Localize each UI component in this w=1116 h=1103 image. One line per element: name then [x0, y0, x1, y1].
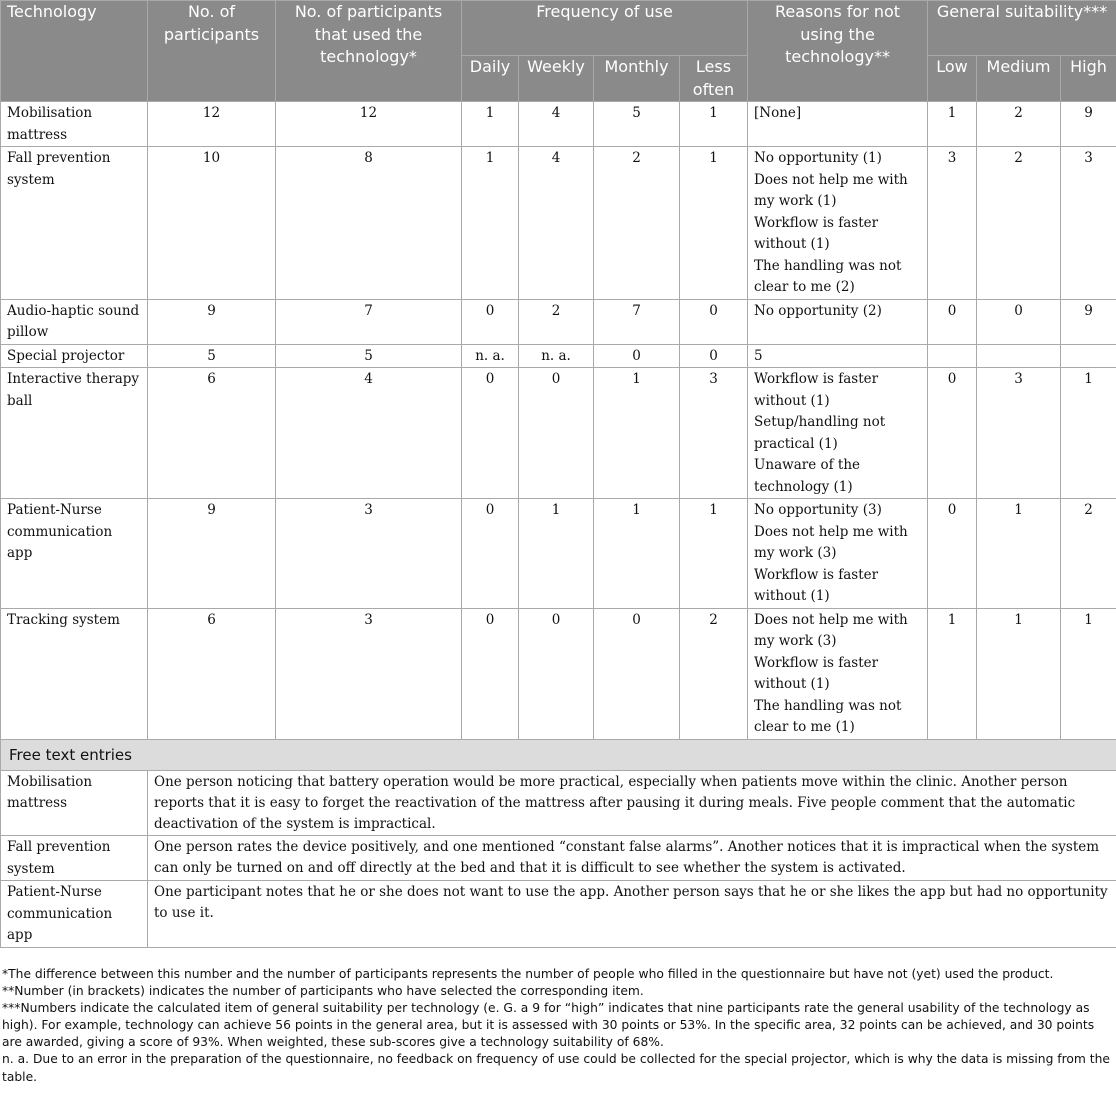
cell-reasons — [748, 368, 928, 499]
cell-low: 1 — [928, 102, 977, 147]
cell-daily: 0 — [462, 608, 519, 739]
cell-technology: Interactive therapy ball — [1, 368, 148, 499]
cell-daily: 0 — [462, 499, 519, 609]
cell-participants: 12 — [148, 102, 276, 147]
cell-medium: 1 — [977, 499, 1061, 609]
cell-high: 1 — [1061, 368, 1116, 499]
header-medium: Medium — [977, 56, 1061, 102]
cell-participants: 9 — [148, 299, 276, 344]
cell-reasons — [748, 608, 928, 739]
cell-used: 5 — [276, 344, 462, 368]
cell-daily: 1 — [462, 102, 519, 147]
cell-used: 12 — [276, 102, 462, 147]
reason-item: Workflow is faster without (1) — [754, 214, 879, 252]
table-row — [1, 102, 1116, 147]
cell-less-often: 1 — [680, 102, 748, 147]
reason-item: No opportunity (3) — [754, 502, 882, 518]
table-row — [1, 499, 1116, 609]
header-reasons: Reasons for not using the technology** — [748, 1, 928, 102]
cell-high: 1 — [1061, 608, 1116, 739]
footnote: n. a. Due to an error in the preparation of the questionnaire, no feedback on frequency of use could be collected for the special projector, which is why the data is missing from the table. — [2, 1052, 1110, 1084]
cell-high: 3 — [1061, 147, 1116, 300]
cell-participants: 5 — [148, 344, 276, 368]
cell-less-often: 2 — [680, 608, 748, 739]
header-participants: No. of participants — [148, 1, 276, 102]
cell-participants: 6 — [148, 368, 276, 499]
cell-low: 0 — [928, 499, 977, 609]
cell-reasons — [748, 499, 928, 609]
cell-technology: Patient-Nurse communication app — [1, 499, 148, 609]
cell-less-often: 0 — [680, 299, 748, 344]
cell-high: 2 — [1061, 499, 1116, 609]
cell-less-often: 0 — [680, 344, 748, 368]
cell-daily: 0 — [462, 299, 519, 344]
cell-participants: 10 — [148, 147, 276, 300]
reason-item: Workflow is faster without (1) — [754, 566, 879, 604]
cell-daily: n. a. — [462, 344, 519, 368]
table-row — [1, 608, 1116, 739]
free-text-title: Free text entries — [1, 739, 1116, 770]
reason-item: [None] — [754, 105, 802, 121]
cell-less-often: 3 — [680, 368, 748, 499]
free-text-section-header — [1, 739, 1116, 770]
footnote: ***Numbers indicate the calculated item of general suitability per technology (e. G. a 9 for “high” indicates that nine participants rate the general usability of the technology as high). For example, technology can achieve 56 points in the general area, but it is assessed with 30 points or 53%. In the specific area, 32 points can be achieved, and 30 points are awarded, giving a score of 93%. When weighted, these sub-scores give a technology suitability of 68%. — [2, 1001, 1095, 1050]
cell-low: 0 — [928, 368, 977, 499]
free-text-row — [1, 881, 1116, 948]
cell-reasons — [748, 102, 928, 147]
reason-item: 5 — [754, 347, 763, 364]
header-daily: Daily — [462, 56, 519, 102]
free-text-row — [1, 836, 1116, 881]
cell-high — [1061, 344, 1116, 368]
cell-participants: 9 — [148, 499, 276, 609]
header-low: Low — [928, 56, 977, 102]
cell-technology: Fall prevention system — [1, 147, 148, 300]
cell-weekly: n. a. — [519, 344, 594, 368]
cell-low: 1 — [928, 608, 977, 739]
footnote: **Number (in brackets) indicates the number of participants who have selected the corresponding item. — [2, 984, 644, 999]
cell-weekly: 4 — [519, 102, 594, 147]
cell-medium: 2 — [977, 147, 1061, 300]
cell-reasons — [748, 147, 928, 300]
cell-weekly: 0 — [519, 608, 594, 739]
free-text-entry: One person noticing that battery operation would be more practical, especially when patients move within the clinic. Another person reports that it is easy to forget the reactivation of the mattress after pausing it during meals. Five people comment that the automatic deactivation of the system is impractical. — [148, 770, 1116, 836]
header-suitability: General suitability*** — [928, 1, 1116, 56]
cell-high: 9 — [1061, 299, 1116, 344]
cell-technology: Audio-haptic sound pillow — [1, 299, 148, 344]
free-text-technology: Mobilisation mattress — [1, 770, 148, 836]
cell-low: 3 — [928, 147, 977, 300]
cell-weekly: 0 — [519, 368, 594, 499]
cell-medium: 1 — [977, 608, 1061, 739]
cell-high: 9 — [1061, 102, 1116, 147]
table-body — [1, 102, 1116, 948]
cell-less-often: 1 — [680, 147, 748, 300]
reason-item: Workflow is faster without (1) — [754, 371, 879, 409]
reason-item: Workflow is faster without (1) — [754, 654, 879, 692]
header-weekly: Weekly — [519, 56, 594, 102]
cell-daily: 1 — [462, 147, 519, 300]
cell-participants: 6 — [148, 608, 276, 739]
cell-technology: Special projector — [1, 344, 148, 368]
reason-item: Does not help me with my work (3) — [754, 523, 908, 561]
free-text-row — [1, 770, 1116, 836]
table-row — [1, 368, 1116, 499]
cell-used: 3 — [276, 499, 462, 609]
cell-daily: 0 — [462, 368, 519, 499]
cell-monthly: 1 — [594, 499, 680, 609]
reason-item: Unaware of the technology (1) — [754, 457, 860, 495]
reason-item: The handling was not clear to me (1) — [754, 697, 902, 735]
header-less-often: Less often — [680, 56, 748, 102]
cell-monthly: 0 — [594, 344, 680, 368]
cell-low — [928, 344, 977, 368]
header-used: No. of participants that used the technology* — [276, 1, 462, 102]
cell-monthly: 5 — [594, 102, 680, 147]
table-row — [1, 344, 1116, 368]
footnote: *The difference between this number and the number of participants represents the number of people who filled in the questionnaire but have not (yet) used the product. — [2, 967, 1054, 981]
cell-medium: 0 — [977, 299, 1061, 344]
reason-item: Does not help me with my work (1) — [754, 171, 908, 209]
free-text-technology: Fall prevention system — [1, 836, 148, 881]
free-text-entry: One person rates the device positively, and one mentioned “constant false alarms”. Another notices that it is impractical when the system can only be turned on and off directly at the bed and that it is difficult to see whether the system is activated. — [148, 836, 1116, 881]
reason-item: No opportunity (1) — [754, 150, 882, 166]
cell-medium — [977, 344, 1061, 368]
cell-medium: 3 — [977, 368, 1061, 499]
reason-item: Does not help me with my work (3) — [754, 611, 908, 649]
table-row — [1, 147, 1116, 300]
header-monthly: Monthly — [594, 56, 680, 102]
cell-monthly: 0 — [594, 608, 680, 739]
cell-technology: Tracking system — [1, 608, 148, 739]
reason-item: Setup/handling not practical (1) — [754, 414, 886, 452]
reason-item: The handling was not clear to me (2) — [754, 257, 902, 295]
cell-weekly: 1 — [519, 499, 594, 609]
cell-weekly: 2 — [519, 299, 594, 344]
cell-monthly: 1 — [594, 368, 680, 499]
header-high: High — [1061, 56, 1116, 102]
cell-reasons — [748, 299, 928, 344]
cell-medium: 2 — [977, 102, 1061, 147]
cell-technology: Mobilisation mattress — [1, 102, 148, 147]
header-frequency: Frequency of use — [462, 1, 748, 56]
cell-weekly: 4 — [519, 147, 594, 300]
header-technology: Technology — [1, 1, 148, 102]
free-text-entry: One participant notes that he or she does not want to use the app. Another person says that he or she likes the app but had no opportunity to use it. — [148, 881, 1116, 948]
table-footnotes — [2, 966, 1114, 1086]
cell-monthly: 2 — [594, 147, 680, 300]
cell-low: 0 — [928, 299, 977, 344]
cell-used: 4 — [276, 368, 462, 499]
free-text-technology: Patient-Nurse communication app — [1, 881, 148, 948]
cell-used: 8 — [276, 147, 462, 300]
cell-used: 7 — [276, 299, 462, 344]
reason-item: No opportunity (2) — [754, 302, 882, 319]
cell-used: 3 — [276, 608, 462, 739]
cell-monthly: 7 — [594, 299, 680, 344]
cell-less-often: 1 — [680, 499, 748, 609]
table-row — [1, 299, 1116, 344]
cell-reasons — [748, 344, 928, 368]
